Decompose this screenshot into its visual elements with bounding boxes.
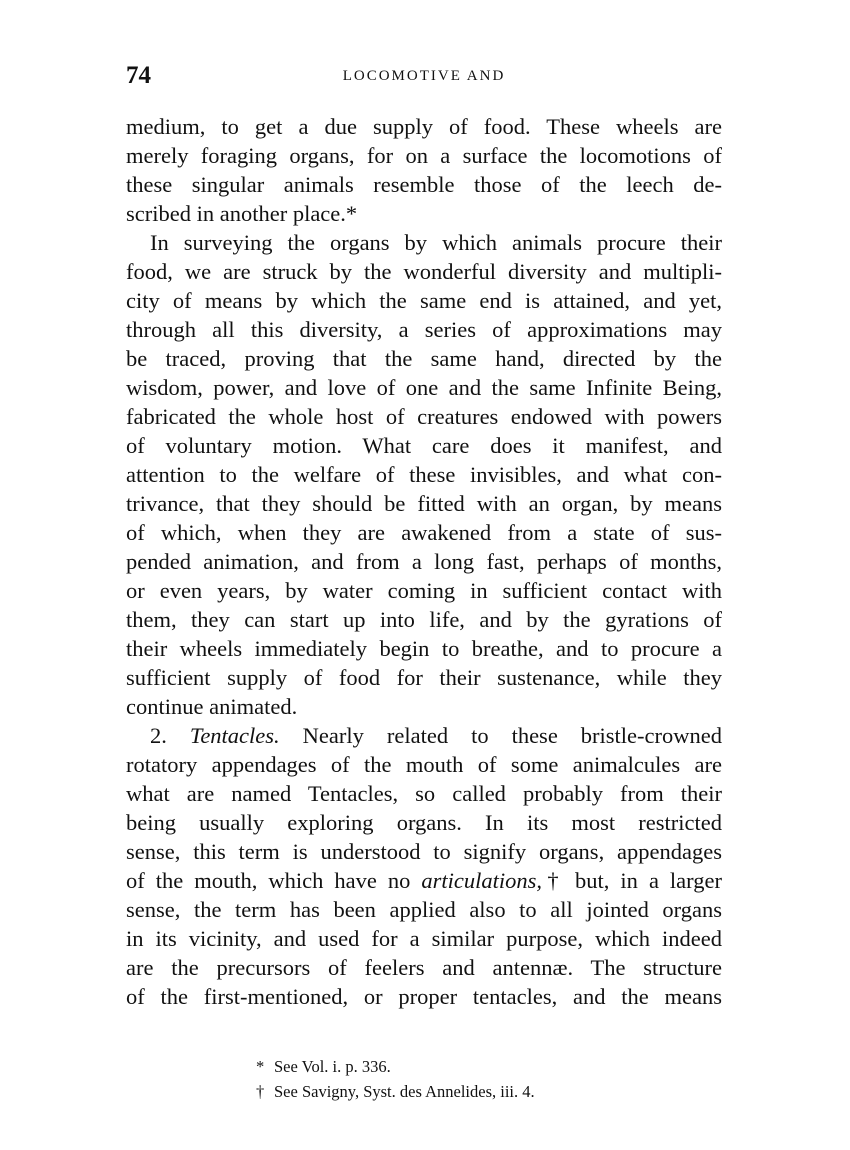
footnote-mark: * xyxy=(256,1057,265,1076)
text-line: are the precursors of feelers and antennæ. The structure xyxy=(126,955,722,980)
text-line: these singular animals resemble those of the leech de- xyxy=(126,172,722,197)
text-line: continue animated. xyxy=(126,694,298,719)
text-line: or even years, by water coming in sufficient contact with xyxy=(126,578,722,603)
footnote-mark: † xyxy=(256,1082,265,1101)
text-line: be traced, proving that the same hand, directed by the xyxy=(126,346,722,371)
running-title: LOCOMOTIVE AND xyxy=(342,68,506,84)
text-line: sense, this term is understood to signify organs, appendages xyxy=(126,839,722,864)
footnotes xyxy=(126,1054,722,1104)
text-line xyxy=(126,866,722,895)
text-line: of voluntary motion. What care does it manifest, and xyxy=(126,433,722,458)
text-line: them, they can start up into life, and by the gyrations of xyxy=(126,607,722,632)
page-number: 74 xyxy=(126,62,151,89)
text-line: their wheels immediately begin to breathe, and to procure a xyxy=(126,636,722,661)
text-run: Nearly related to these bristle-crowned xyxy=(279,723,722,748)
text-line: of the first-mentioned, or proper tentacles, and the means xyxy=(126,984,722,1009)
text-line: attention to the welfare of these invisibles, and what con- xyxy=(126,462,722,487)
text-line: sufficient supply of food for their sustenance, while they xyxy=(126,665,722,690)
text-line: pended animation, and from a long fast, perhaps of months, xyxy=(126,549,722,574)
text-line: of which, when they are awakened from a state of sus- xyxy=(126,520,722,545)
footnote xyxy=(256,1079,722,1104)
text-line: what are named Tentacles, so called probably from their xyxy=(126,781,722,806)
body-text xyxy=(126,112,722,1011)
text-line: trivance, that they should be fitted with an organ, by means xyxy=(126,491,722,516)
text-line: medium, to get a due supply of food. These wheels are xyxy=(126,114,722,139)
text-line: through all this diversity, a series of approximations may xyxy=(126,317,722,342)
italic-term: articulations, xyxy=(421,868,543,893)
book-page xyxy=(126,58,722,1104)
running-header xyxy=(126,58,722,94)
text-line-section-heading xyxy=(126,721,722,750)
footnote-text: See Vol. i. p. 336. xyxy=(274,1057,391,1076)
footnote-text: See Savigny, Syst. des Annelides, iii. 4. xyxy=(274,1082,535,1101)
section-number: 2. xyxy=(150,723,190,748)
text-line: sense, the term has been applied also to all jointed organs xyxy=(126,897,722,922)
text-line: wisdom, power, and love of one and the same Infinite Being, xyxy=(126,375,722,400)
text-line: merely foraging organs, for on a surface the locomotions of xyxy=(126,143,722,168)
text-run: of the mouth, which have no xyxy=(126,868,422,893)
footnote xyxy=(256,1054,722,1079)
section-title-italic: Tentacles. xyxy=(189,723,280,748)
text-line: In surveying the organs by which animals procure their xyxy=(150,230,722,255)
text-line: city of means by which the same end is attained, and yet, xyxy=(126,288,722,313)
text-line: food, we are struck by the wonderful diversity and multipli- xyxy=(126,259,722,284)
text-line: being usually exploring organs. In its most restricted xyxy=(126,810,722,835)
text-line: fabricated the whole host of creatures endowed with powers xyxy=(126,404,722,429)
text-line: rotatory appendages of the mouth of some animalcules are xyxy=(126,752,722,777)
text-line: in its vicinity, and used for a similar purpose, which indeed xyxy=(126,926,722,951)
text-run: † but, in a larger xyxy=(542,868,722,893)
text-line: scribed in another place.* xyxy=(126,201,358,226)
